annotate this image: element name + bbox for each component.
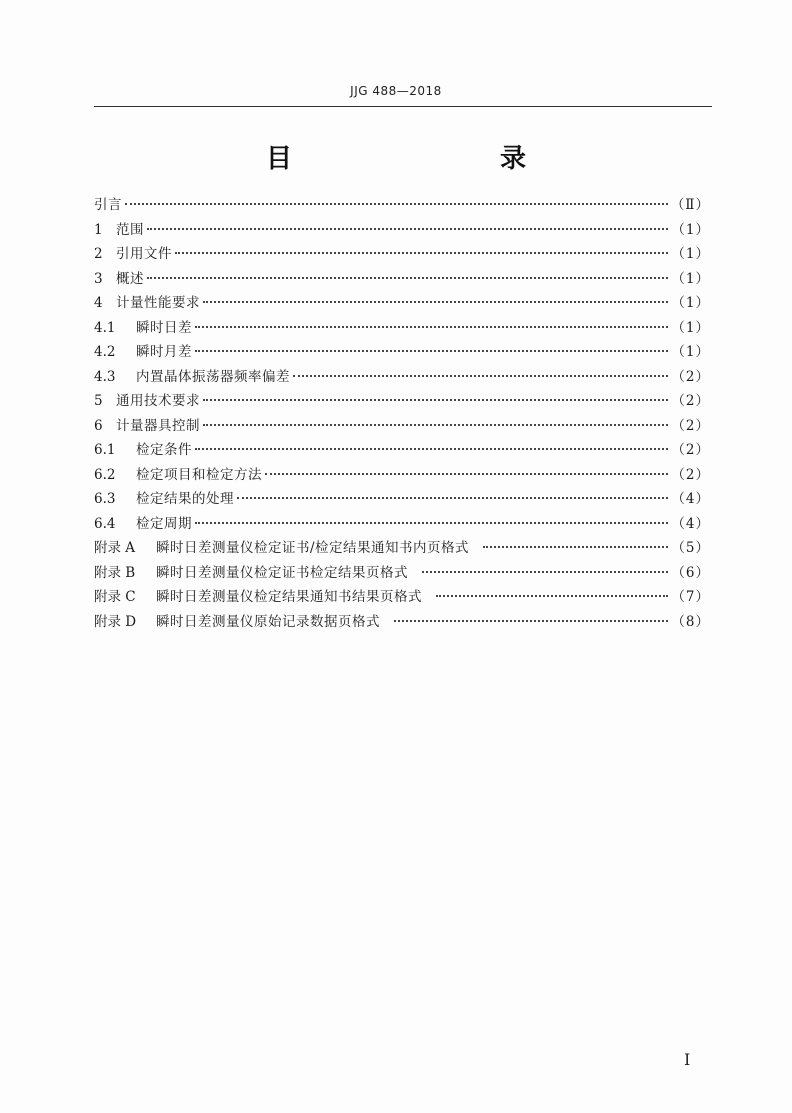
toc-entry-label: 检定条件 bbox=[136, 442, 192, 458]
toc-entry-label: 瞬时日差测量仪检定结果通知书结果页格式 bbox=[156, 589, 422, 605]
dot-leader bbox=[293, 375, 668, 377]
toc-entry-appendix-b[interactable] bbox=[94, 561, 710, 586]
dot-leader bbox=[422, 571, 668, 573]
table-of-contents bbox=[94, 193, 710, 634]
dot-leader bbox=[394, 620, 668, 622]
toc-entry-5[interactable] bbox=[94, 389, 710, 414]
toc-entry-label: 引言 bbox=[94, 197, 122, 213]
toc-entry-number: 6.1 bbox=[94, 442, 116, 458]
dot-leader bbox=[195, 326, 668, 328]
toc-entry-page: （4） bbox=[671, 491, 710, 507]
toc-entry-page: （Ⅱ） bbox=[670, 197, 710, 213]
toc-entry-4-2[interactable] bbox=[94, 340, 710, 365]
standard-code: JJG 488—2018 bbox=[350, 84, 442, 98]
toc-entry-label: 检定周期 bbox=[136, 515, 192, 532]
toc-entry-page: （2） bbox=[671, 368, 710, 385]
toc-entry-page: （1） bbox=[671, 319, 710, 336]
toc-entry-appendix-c[interactable] bbox=[94, 585, 710, 610]
toc-entry-page: （1） bbox=[671, 295, 710, 311]
toc-entry-page: （2） bbox=[671, 417, 710, 434]
toc-entry-page: （2） bbox=[671, 466, 710, 483]
toc-entry-number: 4 bbox=[94, 295, 103, 311]
toc-entry-page: （1） bbox=[671, 270, 710, 287]
toc-entry-6[interactable] bbox=[94, 414, 710, 439]
toc-entry-number: 附录 B bbox=[94, 564, 136, 581]
toc-entry-6-2[interactable] bbox=[94, 463, 710, 488]
toc-entry-page: （1） bbox=[671, 344, 710, 360]
toc-entry-page: （1） bbox=[671, 221, 710, 238]
toc-entry-number: 6.2 bbox=[94, 466, 116, 483]
toc-entry-2[interactable] bbox=[94, 242, 710, 267]
toc-entry-page: （7） bbox=[671, 589, 710, 605]
dot-leader bbox=[237, 497, 668, 499]
toc-entry-4-3[interactable] bbox=[94, 365, 710, 390]
toc-entry-page: （2） bbox=[671, 442, 710, 458]
toc-entry-1[interactable] bbox=[94, 218, 710, 243]
toc-title: 目 录 bbox=[265, 144, 578, 174]
toc-entry-6-3[interactable] bbox=[94, 487, 710, 512]
toc-entry-label: 瞬时日差 bbox=[136, 319, 192, 336]
dot-leader bbox=[195, 522, 668, 524]
toc-entry-label: 概述 bbox=[116, 270, 144, 287]
toc-entry-number: 4.1 bbox=[94, 319, 116, 336]
dot-leader bbox=[175, 252, 668, 254]
toc-entry-appendix-d[interactable] bbox=[94, 610, 710, 635]
toc-entry-label: 检定项目和检定方法 bbox=[136, 466, 262, 483]
toc-entry-number: 6 bbox=[94, 417, 103, 434]
toc-entry-label: 瞬时日差测量仪检定证书检定结果页格式 bbox=[156, 564, 408, 581]
toc-entry-6-4[interactable] bbox=[94, 512, 710, 537]
toc-entry-label: 瞬时日差测量仪原始记录数据页格式 bbox=[156, 613, 380, 630]
toc-entry-4[interactable] bbox=[94, 291, 710, 316]
toc-entry-number: 6.4 bbox=[94, 515, 116, 532]
dot-leader bbox=[147, 228, 668, 230]
dot-leader bbox=[203, 424, 668, 426]
toc-entry-label: 计量性能要求 bbox=[116, 295, 200, 311]
dot-leader bbox=[125, 203, 668, 205]
dot-leader bbox=[483, 546, 668, 548]
toc-entry-page: （6） bbox=[671, 564, 710, 581]
toc-entry-label: 范围 bbox=[116, 221, 144, 238]
toc-entry-label: 内置晶体振荡器频率偏差 bbox=[136, 368, 290, 385]
dot-leader bbox=[265, 473, 668, 475]
toc-entry-number: 4.2 bbox=[94, 344, 116, 360]
toc-entry-number: 4.3 bbox=[94, 368, 116, 385]
dot-leader bbox=[195, 448, 668, 450]
toc-entry-page: （5） bbox=[671, 540, 710, 556]
toc-entry-number: 1 bbox=[94, 221, 103, 238]
dot-leader bbox=[203, 399, 668, 401]
toc-entry-number: 附录 A bbox=[94, 540, 136, 556]
toc-entry-label: 计量器具控制 bbox=[116, 417, 200, 434]
toc-entry-label: 引用文件 bbox=[116, 246, 172, 262]
header-rule bbox=[94, 106, 712, 107]
toc-entry-page: （1） bbox=[671, 246, 710, 262]
toc-entry-label: 瞬时日差测量仪检定证书/检定结果通知书内页格式 bbox=[156, 540, 470, 556]
toc-entry-3[interactable] bbox=[94, 267, 710, 292]
toc-entry-page: （8） bbox=[671, 613, 710, 630]
toc-entry-number: 3 bbox=[94, 270, 103, 287]
dot-leader bbox=[203, 301, 668, 303]
toc-entry-introduction[interactable] bbox=[94, 193, 710, 218]
dot-leader bbox=[195, 350, 668, 352]
toc-entry-page: （2） bbox=[671, 393, 710, 409]
dot-leader bbox=[436, 595, 668, 597]
toc-entry-appendix-a[interactable] bbox=[94, 536, 710, 561]
toc-entry-label: 瞬时月差 bbox=[136, 344, 192, 360]
toc-entry-number: 5 bbox=[94, 393, 103, 409]
dot-leader bbox=[147, 277, 668, 279]
toc-entry-page: （4） bbox=[671, 515, 710, 532]
toc-entry-label: 检定结果的处理 bbox=[136, 491, 234, 507]
page-number: I bbox=[684, 1050, 691, 1069]
toc-entry-number: 附录 C bbox=[94, 589, 136, 605]
toc-entry-number: 附录 D bbox=[94, 613, 137, 630]
toc-entry-number: 2 bbox=[94, 246, 103, 262]
toc-entry-label: 通用技术要求 bbox=[116, 393, 200, 409]
toc-entry-6-1[interactable] bbox=[94, 438, 710, 463]
toc-entry-4-1[interactable] bbox=[94, 316, 710, 341]
toc-entry-number: 6.3 bbox=[94, 491, 116, 507]
